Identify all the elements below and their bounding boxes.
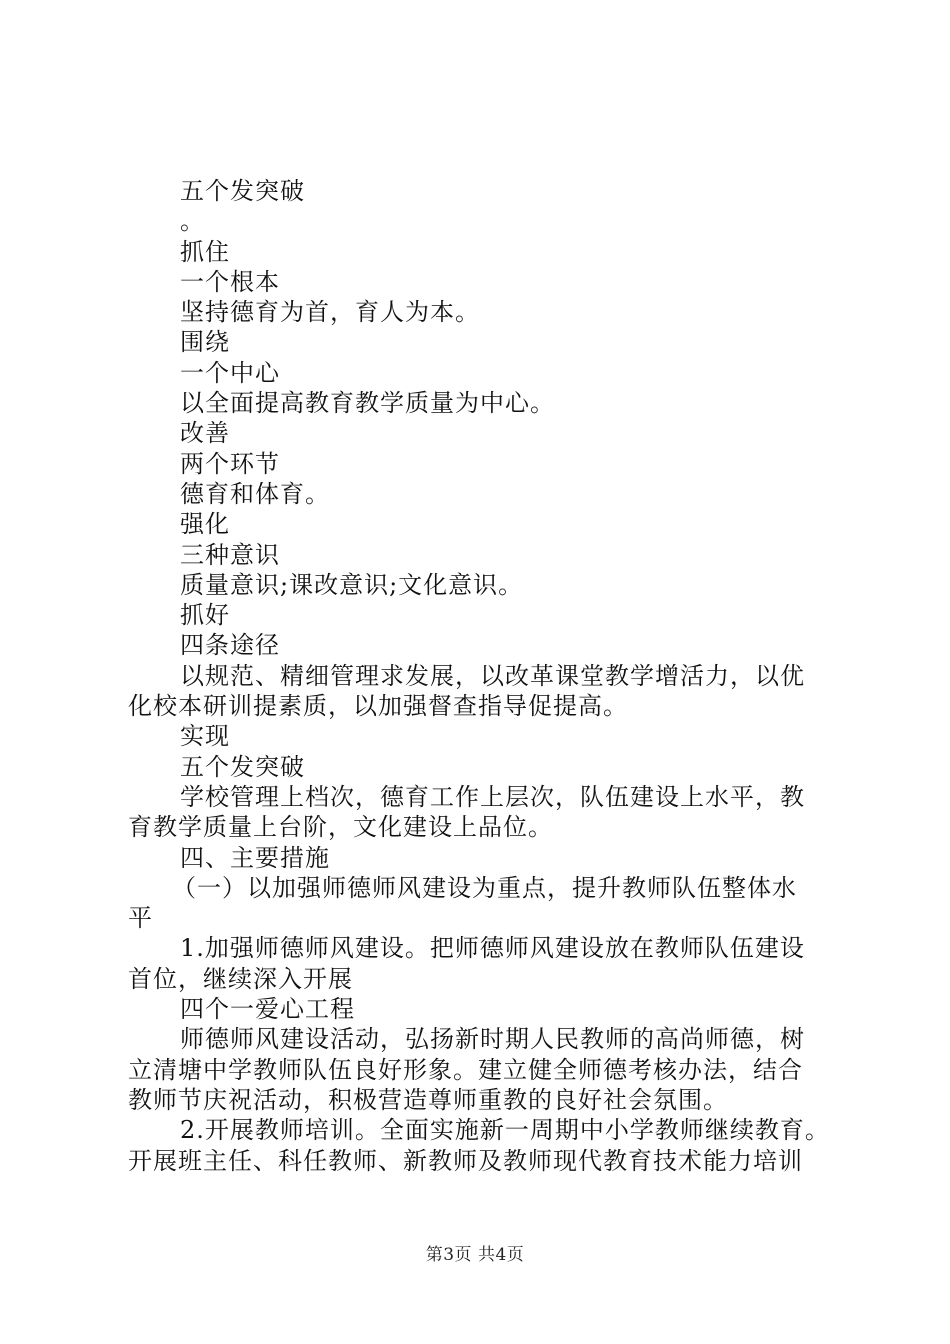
text-line: 四、主要措施 xyxy=(180,843,330,872)
text-line: 教师节庆祝活动，积极营造尊师重教的良好社会氛围。 xyxy=(128,1085,728,1114)
text-line: 改善 xyxy=(180,419,230,448)
text-line: 强化 xyxy=(180,510,230,539)
text-line: 抓好 xyxy=(180,601,230,630)
text-line: 学校管理上档次，德育工作上层次，队伍建设上水平，教 xyxy=(180,782,805,811)
text-line: 首位，继续深入开展 xyxy=(128,964,353,993)
text-line: 一个根本 xyxy=(180,267,280,296)
text-line: 。 xyxy=(180,207,205,236)
text-line: 立清塘中学教师队伍良好形象。建立健全师德考核办法，结合 xyxy=(128,1055,803,1084)
text-line: 五个发突破 xyxy=(180,177,305,205)
text-line: 质量意识;课改意识;文化意识。 xyxy=(180,570,524,599)
text-line: 一个中心 xyxy=(180,358,280,387)
text-line: 四条途径 xyxy=(180,631,280,660)
text-line: 2.开展教师培训。全面实施新一周期中小学教师继续教育。 xyxy=(180,1116,830,1145)
text-line: 师德师风建设活动，弘扬新时期人民教师的高尚师德，树 xyxy=(180,1025,805,1054)
text-line: 开展班主任、科任教师、新教师及教师现代教育技术能力培训 xyxy=(128,1146,803,1175)
text-line: 抓住 xyxy=(180,237,230,266)
text-line: 五个发突破 xyxy=(180,752,305,781)
page-footer: 第3页 共4页 xyxy=(425,1245,525,1265)
text-line: 以规范、精细管理求发展，以改革课堂教学增活力，以优 xyxy=(180,661,805,690)
text-line: 德育和体育。 xyxy=(180,479,330,508)
text-line: 两个环节 xyxy=(180,449,280,478)
text-line: （一）以加强师德师风建设为重点，提升教师队伍整体水 xyxy=(172,873,797,902)
text-line: 平 xyxy=(128,904,153,933)
text-line: 实现 xyxy=(180,722,230,751)
text-line: 育教学质量上台阶，文化建设上品位。 xyxy=(128,813,553,842)
document-body xyxy=(128,176,838,1176)
text-line: 三种意识 xyxy=(180,540,280,569)
text-line: 化校本研训提素质，以加强督查指导促提高。 xyxy=(128,692,628,721)
text-line: 1.加强师德师风建设。把师德师风建设放在教师队伍建设 xyxy=(180,934,805,963)
text-line: 以全面提高教育教学质量为中心。 xyxy=(180,389,555,418)
text-line: 四个一爱心工程 xyxy=(180,995,355,1024)
text-line: 坚持德育为首，育人为本。 xyxy=(180,298,480,327)
text-line: 围绕 xyxy=(180,328,230,357)
